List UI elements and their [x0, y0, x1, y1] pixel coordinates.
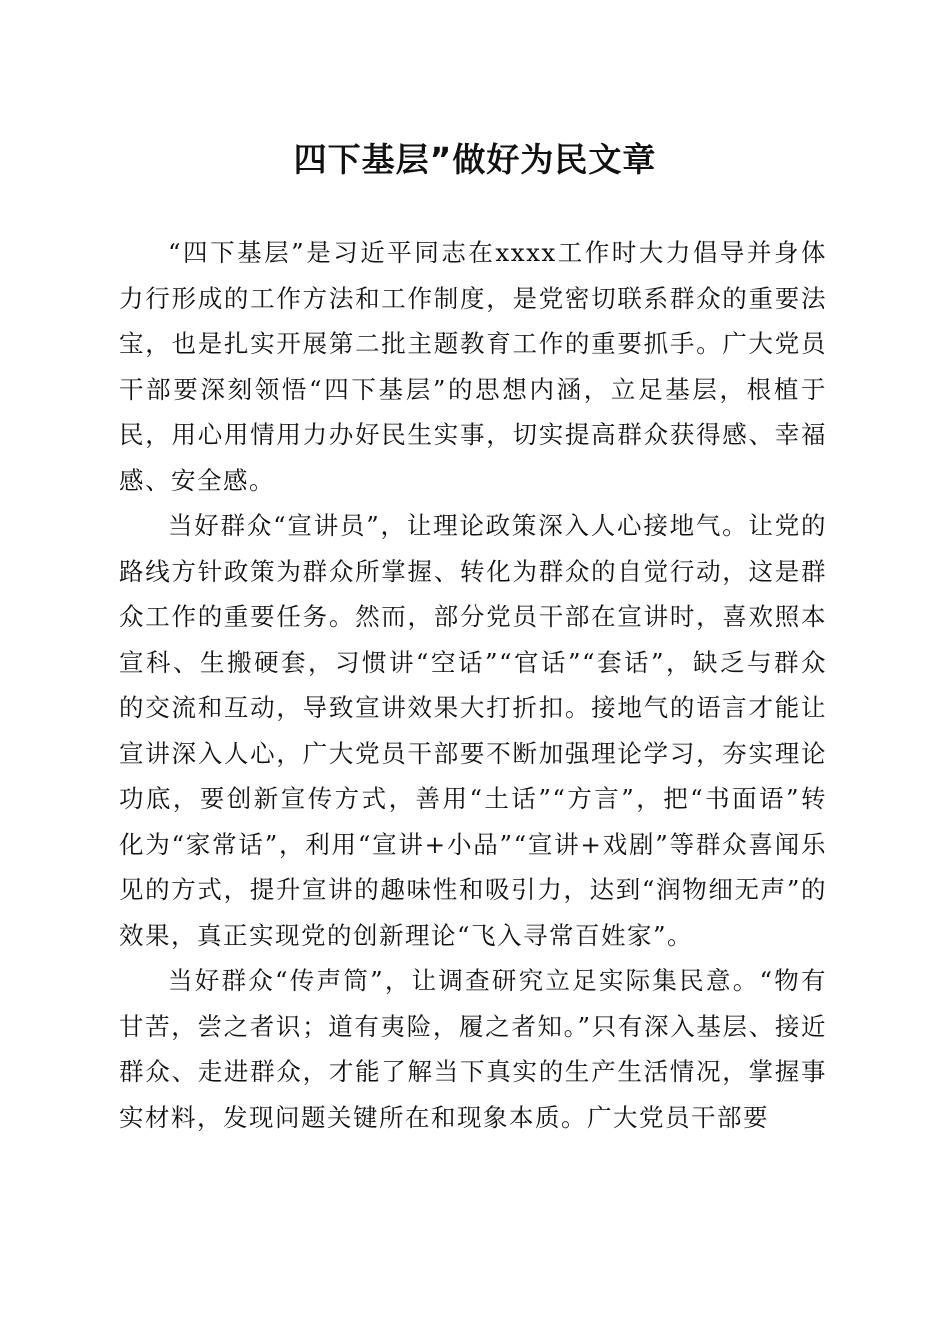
paragraph-propagandist: 当好群众“宣讲员”，让理论政策深入人心接地气。让党的路线方针政策为群众所掌握、转化为群众的自觉行动，这是群众工作的重要任务。然而，部分党员干部在宣讲时，喜欢照本宣科、生搬硬套，习惯讲“空话”“官话”“套话”，缺乏与群众的交流和互动，导致宣讲效果大打折扣。接地气的语言才能让宣讲深入人心，广大党员干部要不断加强理论学习，夯实理论功底，要创新宣传方式，善用“土话”“方言”，把“书面语”转化为“家常话”，利用“宣讲+小品”“宣讲+戏剧”等群众喜闻乐见的方式，提升宣讲的趣味性和吸引力，达到“润物细无声”的效果，真正实现党的创新理论“飞入寻常百姓家”。 [119, 511, 827, 950]
paragraph-mouthpiece: 当好群众“传声筒”，让调查研究立足实际集民意。“物有甘苦，尝之者识；道有夷险，履之者知。”只有深入基层、接近群众、走进群众，才能了解当下真实的生产生活情况，掌握事实材料，发现问题关键所在和现象本质。广大党员干部要 [119, 966, 827, 1132]
document-title: 四下基层”做好为民文章 [293, 140, 657, 179]
paragraph-intro: “四下基层”是习近平同志在xxxx工作时大力倡导并身体力行形成的工作方法和工作制度，是党密切联系群众的重要法宝，也是扎实开展第二批主题教育工作的重要抓手。广大党员干部要深刻领悟“四下基层”的思想内涵，立足基层，根植于民，用心用情用力办好民生实事，切实提高群众获得感、幸福感、安全感。 [119, 238, 827, 495]
document-body [119, 230, 827, 1140]
